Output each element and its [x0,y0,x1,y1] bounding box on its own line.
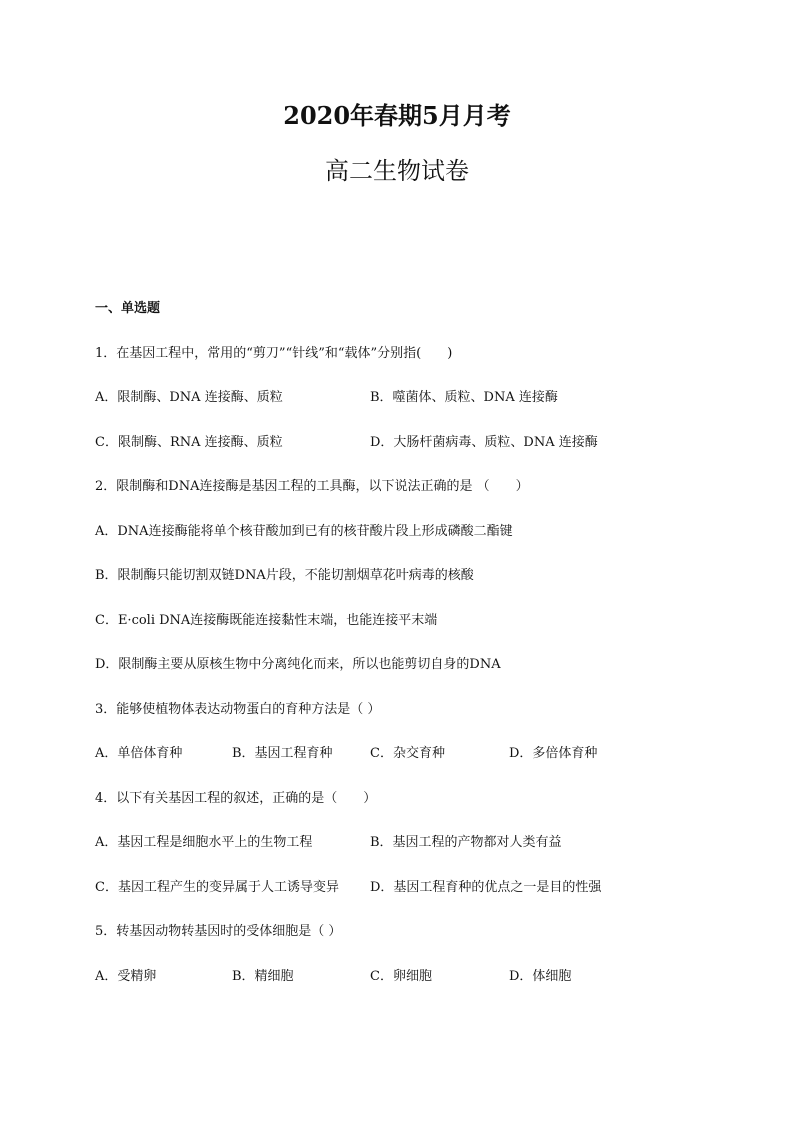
question-4-option-c: C．基因工程产生的变异属于人工诱导变异 [95,880,339,895]
question-2-option-a: A．DNA连接酶能将单个核苷酸加到已有的核苷酸片段上形成磷酸二酯键 [95,524,513,539]
question-5-option-d: D．体细胞 [509,969,572,984]
question-1-option-c: C．限制酶、RNA 连接酶、质粒 [95,435,283,450]
question-4-option-b: B．基因工程的产物都对人类有益 [370,835,562,850]
question-4-option-d: D．基因工程育种的优点之一是目的性强 [370,880,602,895]
question-3-option-d: D．多倍体育种 [509,746,598,761]
question-1-stem: 1．在基因工程中，常用的“剪刀”“针线”和“载体”分别指( ) [95,346,453,361]
question-2-option-b: B．限制酶只能切割双链DNA片段，不能切割烟草花叶病毒的核酸 [95,568,474,583]
question-2-option-d: D．限制酶主要从原核生物中分离纯化而来，所以也能剪切自身的DNA [95,657,501,672]
exam-title: 2020年春期5月月考 [283,101,511,130]
question-5-option-c: C．卵细胞 [370,969,432,984]
exam-subtitle: 高二生物试卷 [325,157,469,185]
question-3-stem: 3．能够使植物体表达动物蛋白的育种方法是（ ） [95,702,381,717]
question-1-option-d: D．大肠杆菌病毒、质粒、DNA 连接酶 [370,435,598,450]
question-5-stem: 5．转基因动物转基因时的受体细胞是（ ） [95,924,342,939]
question-3-option-a: A．单倍体育种 [95,746,183,761]
question-4-stem: 4．以下有关基因工程的叙述，正确的是（ ） [95,791,377,806]
question-3-option-c: C．杂交育种 [370,746,445,761]
question-1-option-b: B．噬菌体、质粒、DNA 连接酶 [370,390,558,405]
question-2-stem: 2．限制酶和DNA连接酶是基因工程的工具酶，以下说法正确的是 （ ） [95,479,529,494]
question-5-option-a: A．受精卵 [95,969,157,984]
question-5-option-b: B．精细胞 [232,969,294,984]
question-3-option-b: B．基因工程育种 [232,746,333,761]
question-1-option-a: A．限制酶、DNA 连接酶、质粒 [95,390,283,405]
question-4-option-a: A．基因工程是细胞水平上的生物工程 [95,835,313,850]
question-2-option-c: C．E·coli DNA连接酶既能连接黏性末端，也能连接平末端 [95,613,438,628]
section-heading: 一、单选题 [95,301,161,316]
